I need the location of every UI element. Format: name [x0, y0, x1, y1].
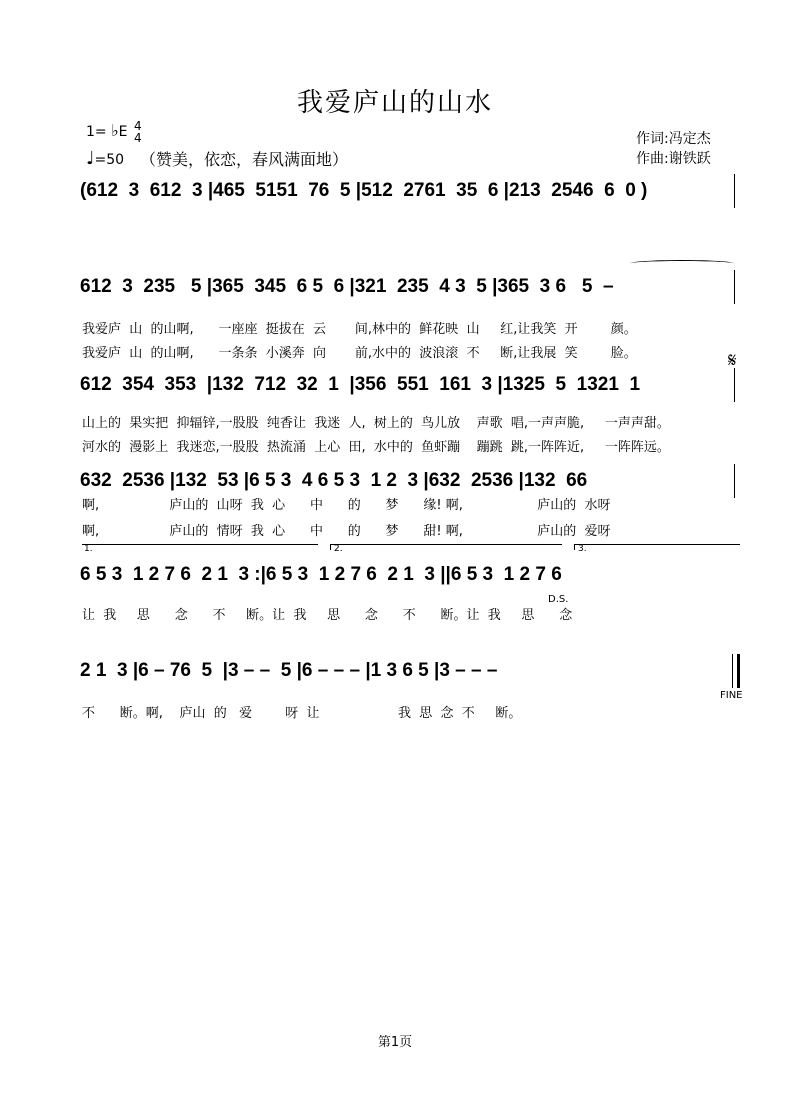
final-barline: [732, 654, 740, 688]
staff-line-6: [80, 660, 740, 690]
lyric-line: 啊, 庐山的 情呀 我 心 中 的 梦 甜! 啊, 庐山的 爱呀: [82, 524, 611, 539]
flat-icon: ♭: [111, 121, 119, 140]
lyric-line: 山上的 果实把 抑辐锌,一股股 纯香让 我迷 人, 树上的 鸟儿放 声歌 唱,一声声脆, 一声声甜。: [82, 416, 670, 431]
staff-notes: 612 354 353 |132 712 32 1 |356 551 161 3 |1325 5 1321 1: [80, 374, 641, 395]
staff-line-2: [80, 276, 740, 306]
key-signature: 1= ♭E 4 4: [86, 119, 142, 145]
lyricist: 作词:冯定杰: [636, 131, 711, 147]
ending-3-corner: [574, 544, 575, 550]
ending-1-label: 1.: [84, 544, 93, 554]
tempo-marking: ♩=50: [86, 148, 125, 169]
ending-2-label: 2.: [334, 544, 343, 554]
staff-notes: 632 2536 |132 53 |6 5 3 4 6 5 3 1 2 3 |632 2536 |132 66: [80, 470, 588, 491]
barline: [734, 174, 735, 208]
ending-3-label: 3.: [578, 544, 587, 554]
ending-1-bracket: [82, 544, 318, 545]
barline: [734, 464, 735, 498]
lyric-line: 不 断。啊, 庐山 的 爱 呀 让 我 思 念 不 断。: [82, 706, 522, 721]
time-signature: 4 4: [133, 119, 142, 145]
staff-notes: (612 3 612 3 |465 5151 76 5 |512 2761 35 6 |213 2546 6 0 ): [80, 180, 648, 201]
lyric-line: 河水的 漫影上 我迷恋,一股股 热流涌 上心 田, 水中的 鱼虾蹦 蹦跳 跳,一阵阵近, 一阵阵远。: [82, 440, 670, 455]
ending-3-bracket: [574, 544, 740, 545]
staff-notes: 2 1 3 |6 – 76 5 |3 – – 5 |6 – – – |1 3 6 5 |3 – – –: [80, 660, 498, 681]
lyric-line: 我爱庐 山 的山啊, 一条条 小溪奔 向 前,水中的 波浪滚 不 断,让我展 笑 脸。: [82, 346, 637, 361]
song-title: 我爱庐山的山水: [296, 88, 493, 118]
page-number: 第1页: [377, 1035, 413, 1050]
fine-mark: FINE: [720, 690, 743, 701]
composer: 作曲:谢铁跃: [636, 151, 711, 167]
dal-segno-mark: D.S.: [548, 594, 569, 605]
barline: [734, 270, 735, 304]
ending-2-bracket: [330, 544, 562, 545]
quarter-note-icon: ♩: [86, 148, 95, 169]
lyric-line: 啊, 庐山的 山呀 我 心 中 的 梦 缘! 啊, 庐山的 水呀: [82, 498, 611, 513]
staff-line-5: [80, 564, 740, 594]
ending-2-corner: [330, 544, 331, 550]
staff-line-1: [80, 180, 740, 210]
lyric-line: 让 我 思 念 不 断。让 我 思 念 不 断。让 我 思 念: [82, 608, 573, 623]
staff-notes: 6 5 3 1 2 7 6 2 1 3 :|6 5 3 1 2 7 6 2 1 3 ||6 5 3 1 2 7 6: [80, 564, 562, 585]
staff-line-3: [80, 374, 740, 404]
staff-notes: 612 3 235 5 |365 345 6 5 6 |321 235 4 3 5 |365 3 6 5 –: [80, 276, 614, 297]
lyric-line: 我爱庐 山 的山啊, 一座座 挺拔在 云 间,林中的 鲜花映 山 红,让我笑 开 颜。: [82, 322, 637, 337]
segno-icon: 𝄋: [728, 348, 737, 372]
barline: [734, 368, 735, 402]
expression-text: （赞美，依恋，春风满面地）: [140, 150, 349, 169]
slur: [630, 260, 734, 267]
